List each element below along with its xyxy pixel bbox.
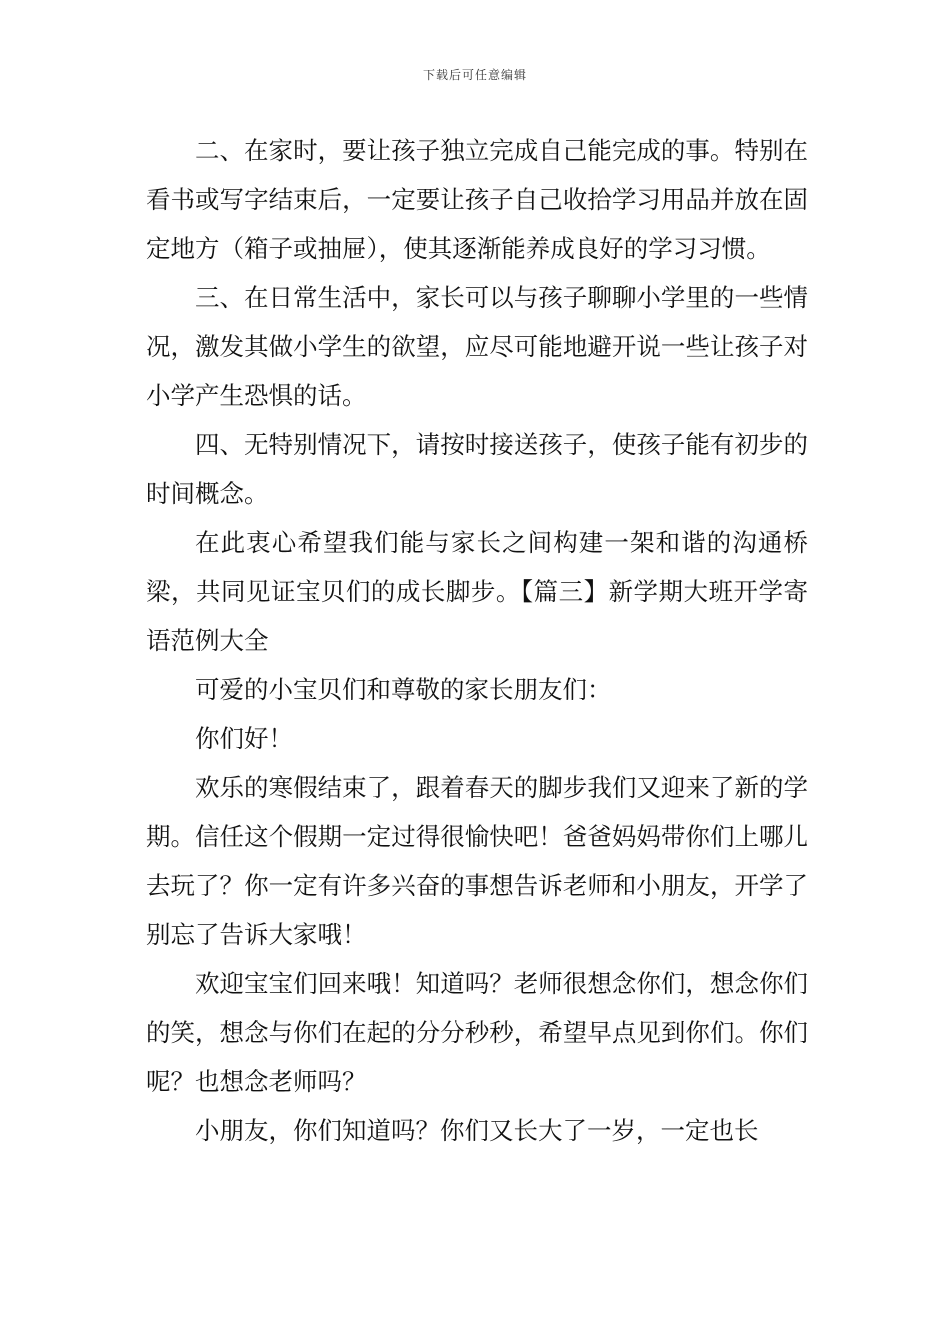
page-header: 下载后可任意编辑: [422, 68, 527, 82]
paragraph-item-4-pickup: 四、无特别情况下，请按时接送孩子，使孩子能有初步的时间概念。: [146, 430, 808, 508]
paragraph-winter-break: 欢乐的寒假结束了，跟着春天的脚步我们又迎来了新的学期。信任这个假期一定过得很愉快吧！爸爸妈妈带你们上哪儿去玩了？你一定有许多兴奋的事想告诉老师和小朋友，开学了别忘了告诉大家哦！: [146, 773, 808, 949]
document-body: [146, 126, 808, 1155]
paragraph-welcome-back: 欢迎宝宝们回来哦！知道吗？老师很想念你们，想念你们的笑，想念与你们在起的分分秒秒，希望早点见到你们。你们呢？也想念老师吗？: [146, 969, 808, 1096]
paragraph-item-2-home: 二、在家时，要让孩子独立完成自己能完成的事。特别在看书或写字结束后，一定要让孩子自己收拾学习用品并放在固定地方（箱子或抽屉），使其逐渐能养成良好的学习习惯。: [146, 136, 808, 263]
paragraph-salutation: 可爱的小宝贝们和尊敬的家长朋友们：: [195, 675, 612, 704]
paragraph-closing-wish: 在此衷心希望我们能与家长之间构建一架和谐的沟通桥梁，共同见证宝贝们的成长脚步。【篇三】新学期大班开学寄语范例大全: [146, 528, 808, 655]
paragraph-greeting: 你们好！: [195, 724, 293, 753]
paragraph-item-3-daily-life: 三、在日常生活中，家长可以与孩子聊聊小学里的一些情况，激发其做小学生的欲望，应尽可能地避开说一些让孩子对小学产生恐惧的话。: [146, 283, 808, 410]
paragraph-grown-up: 小朋友，你们知道吗？你们又长大了一岁，一定也长: [195, 1116, 759, 1145]
